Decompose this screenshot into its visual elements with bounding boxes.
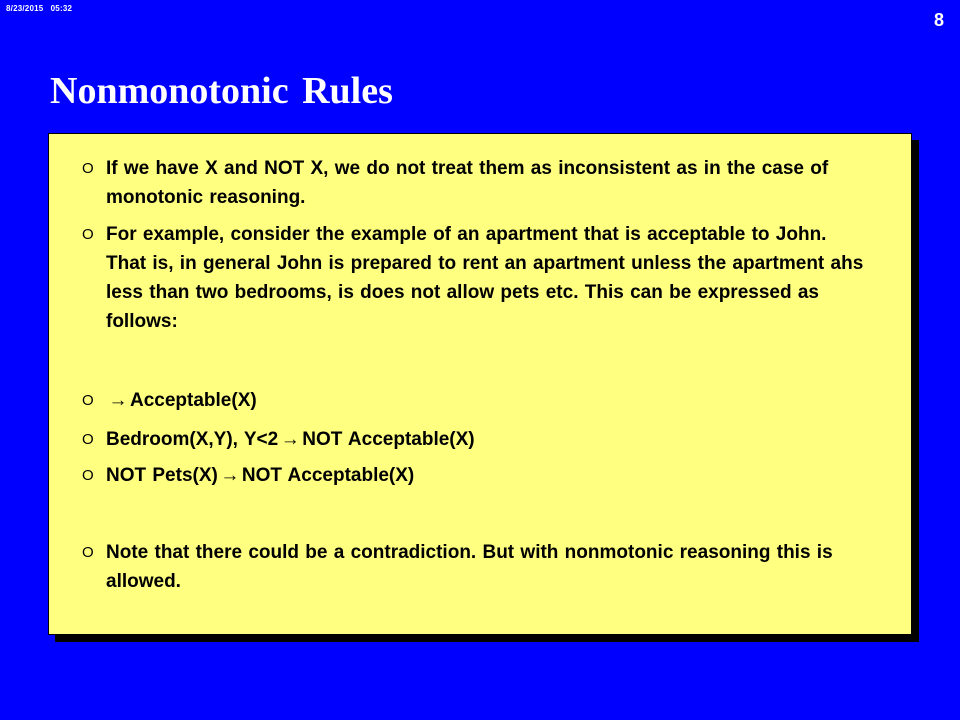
bullet-item-rule-default — [82, 386, 872, 415]
content-panel — [48, 133, 912, 635]
bullet-item-apartment-example — [82, 220, 872, 336]
rule-conclusion: NOT Acceptable(X) — [241, 465, 415, 486]
rule-text — [106, 461, 872, 490]
rule-text — [106, 425, 872, 454]
bullet-text: For example, consider the example of an apartment that is acceptable to John. That is, in general John is prepared to rent an apartment unless the apartment ahs less than two bedrooms, is does not allow pets etc. This can be expressed as follows: — [106, 224, 864, 332]
bullet-text: Note that there could be a contradiction. But with nonmotonic reasoning this is allowed. — [106, 542, 833, 592]
rule-conclusion: Acceptable(X) — [130, 390, 257, 411]
rule-premise: Bedroom(X,Y), Y<2 — [106, 429, 279, 450]
right-arrow-icon: → — [280, 429, 300, 450]
bullet-marker-icon: O — [82, 392, 94, 409]
bullet-marker-icon: O — [82, 544, 94, 561]
rule-conclusion: NOT Acceptable(X) — [302, 429, 475, 450]
bullet-item-rule-pets — [82, 461, 872, 490]
bullet-text: If we have X and NOT X, we do not treat them as inconsistent as in the case of monotonic reasoning. — [106, 158, 829, 208]
bullet-marker-icon: O — [82, 160, 94, 177]
bullet-item-contradiction-note — [82, 538, 872, 596]
bullet-marker-icon: O — [82, 467, 94, 484]
right-arrow-icon: → — [108, 390, 128, 411]
bullet-marker-icon: O — [82, 226, 94, 243]
slide-number: 8 — [933, 10, 944, 30]
slide-date-time: 8/23/2015 05:32 — [6, 4, 73, 13]
bullet-item-rule-bedroom — [82, 425, 872, 454]
rule-text — [106, 386, 872, 415]
rule-premise: NOT Pets(X) — [106, 465, 218, 486]
right-arrow-icon: → — [220, 465, 240, 486]
slide-title: Nonmonotonic Rules — [50, 70, 393, 112]
bullet-marker-icon: O — [82, 431, 94, 448]
bullet-item-inconsistency — [82, 154, 872, 212]
